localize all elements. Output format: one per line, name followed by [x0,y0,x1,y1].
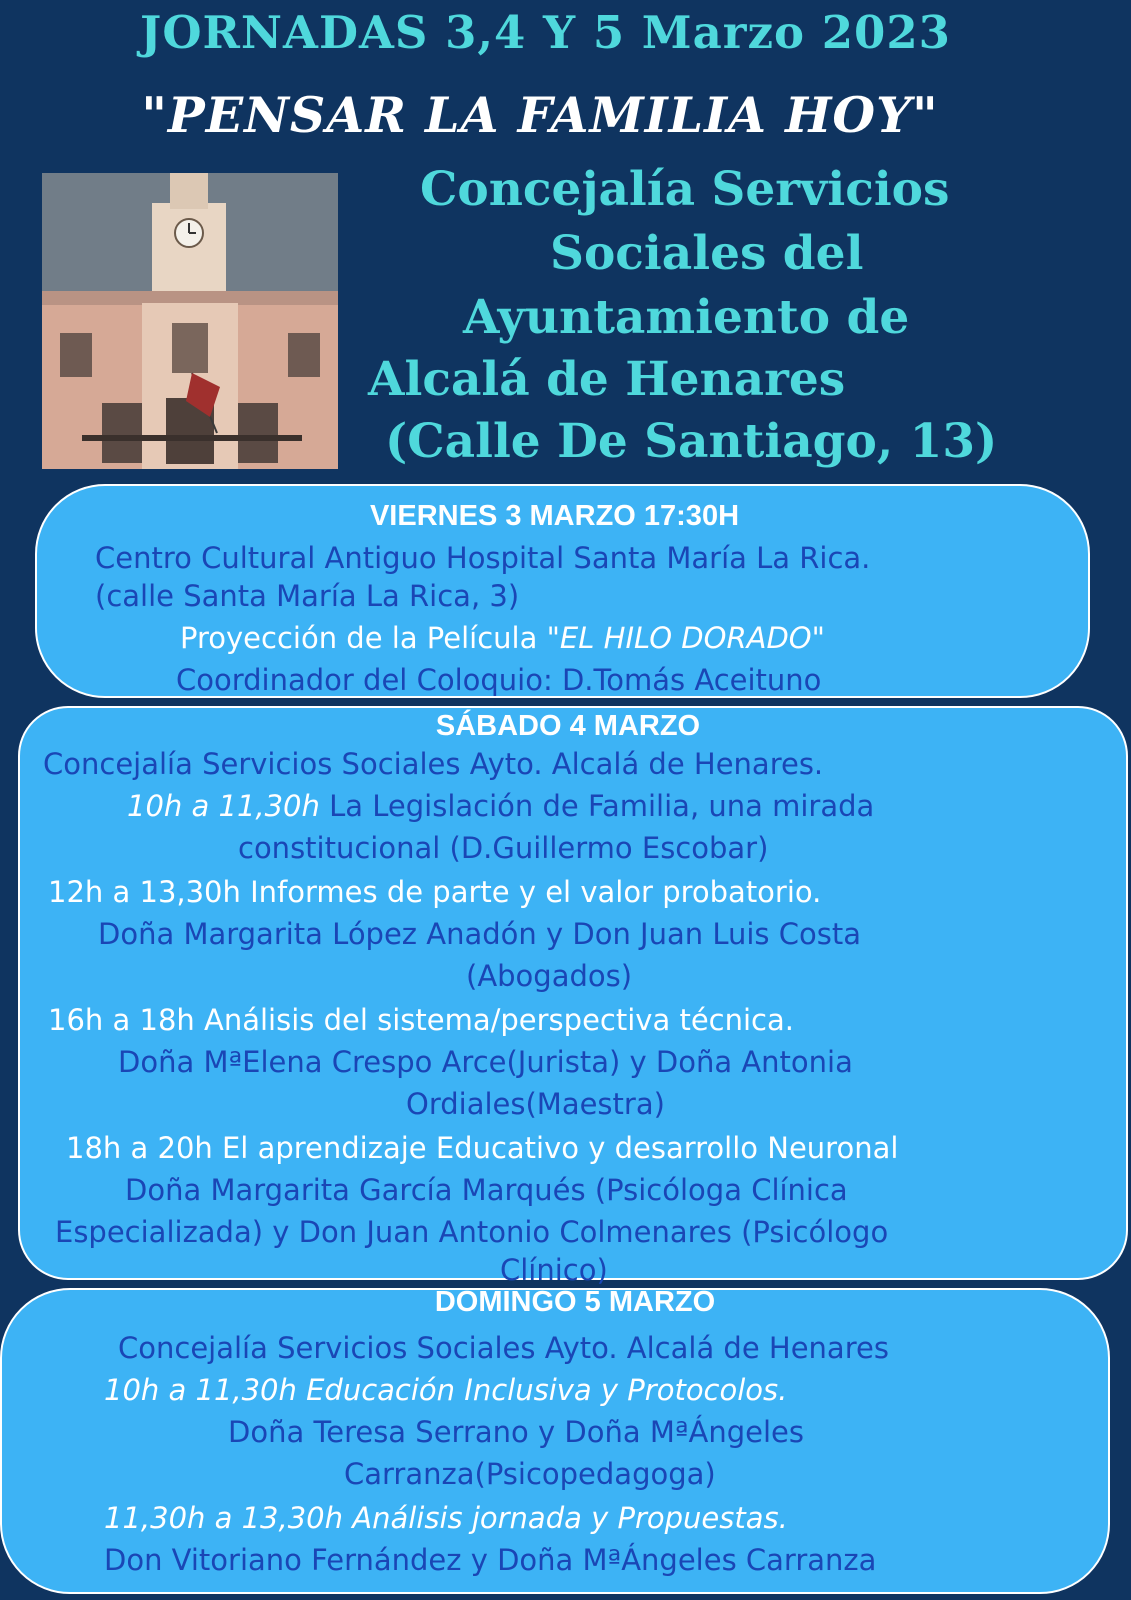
sunday-session-2-speakers: Don Vitoriano Fernández y Doña MªÁngeles Carranza [104,1543,877,1577]
projection-prefix: Proyección de la Película [180,621,547,655]
friday-address: (calle Santa María La Rica, 3) [95,579,520,613]
organizer-address: (Calle De Santiago, 13) [385,414,998,469]
saturday-session-4: 18h a 20h El aprendizaje Educativo y desarrollo Neuronal [66,1131,899,1165]
session-1-topic: La Legislación de Familia, una mirada [319,789,875,823]
organizer-line-3: Ayuntamiento de [463,290,910,345]
saturday-session-4-role: Clínico) [500,1253,608,1287]
sunday-session-1-speakers: Doña Teresa Serrano y Doña MªÁngeles [228,1415,804,1449]
saturday-session-3: 16h a 18h Análisis del sistema/perspectiva técnica. [48,1003,794,1037]
event-title: "PENSAR LA FAMILIA HOY" [141,86,939,144]
sunday-session-1: 10h a 11,30h Educación Inclusiva y Protocolos. [104,1373,788,1407]
friday-coordinator: Coordinador del Coloquio: D.Tomás Aceituno [176,663,822,697]
sunday-title: DOMINGO 5 MARZO [434,1286,716,1318]
town-hall-illustration [42,173,338,469]
film-title: "EL HILO DORADO" [546,621,825,655]
saturday-title: SÁBADO 4 MARZO [435,710,701,742]
saturday-session-4-speakers-cont: Especializada) y Don Juan Antonio Colmenares (Psicólogo [55,1215,889,1249]
saturday-venue: Concejalía Servicios Sociales Ayto. Alcalá de Henares. [43,747,824,781]
friday-projection [180,618,825,658]
saturday-session-4-speakers: Doña Margarita García Marqués (Psicóloga Clínica [125,1173,848,1207]
organizer-line-2: Sociales del [550,226,864,281]
saturday-session-3-role: Ordiales(Maestra) [406,1087,665,1121]
sunday-session-2: 11,30h a 13,30h Análisis jornada y Propuestas. [104,1501,788,1535]
saturday-session-2-speakers: Doña Margarita López Anadón y Don Juan Luis Costa [98,917,861,951]
organizer-line-1: Concejalía Servicios [420,162,950,217]
session-1-time: 10h a 11,30h [127,789,320,823]
saturday-session-1 [127,786,874,826]
sunday-session-1-role: Carranza(Psicopedagoga) [344,1457,716,1491]
saturday-session-2-role: (Abogados) [466,959,633,993]
friday-venue: Centro Cultural Antiguo Hospital Santa María La Rica. [95,541,871,575]
town-hall-photo [42,173,338,469]
saturday-session-2: 12h a 13,30h Informes de parte y el valor probatorio. [48,875,822,909]
saturday-session-3-speakers: Doña MªElena Crespo Arce(Jurista) y Doña Antonia [118,1045,853,1079]
organizer-line-4: Alcalá de Henares [368,352,846,407]
sunday-venue: Concejalía Servicios Sociales Ayto. Alcalá de Henares [118,1331,889,1365]
event-dates-heading: JORNADAS 3,4 Y 5 Marzo 2023 [140,6,951,59]
saturday-session-1-cont: constitucional (D.Guillermo Escobar) [238,831,769,865]
friday-title: VIERNES 3 MARZO 17:30H [369,500,740,532]
